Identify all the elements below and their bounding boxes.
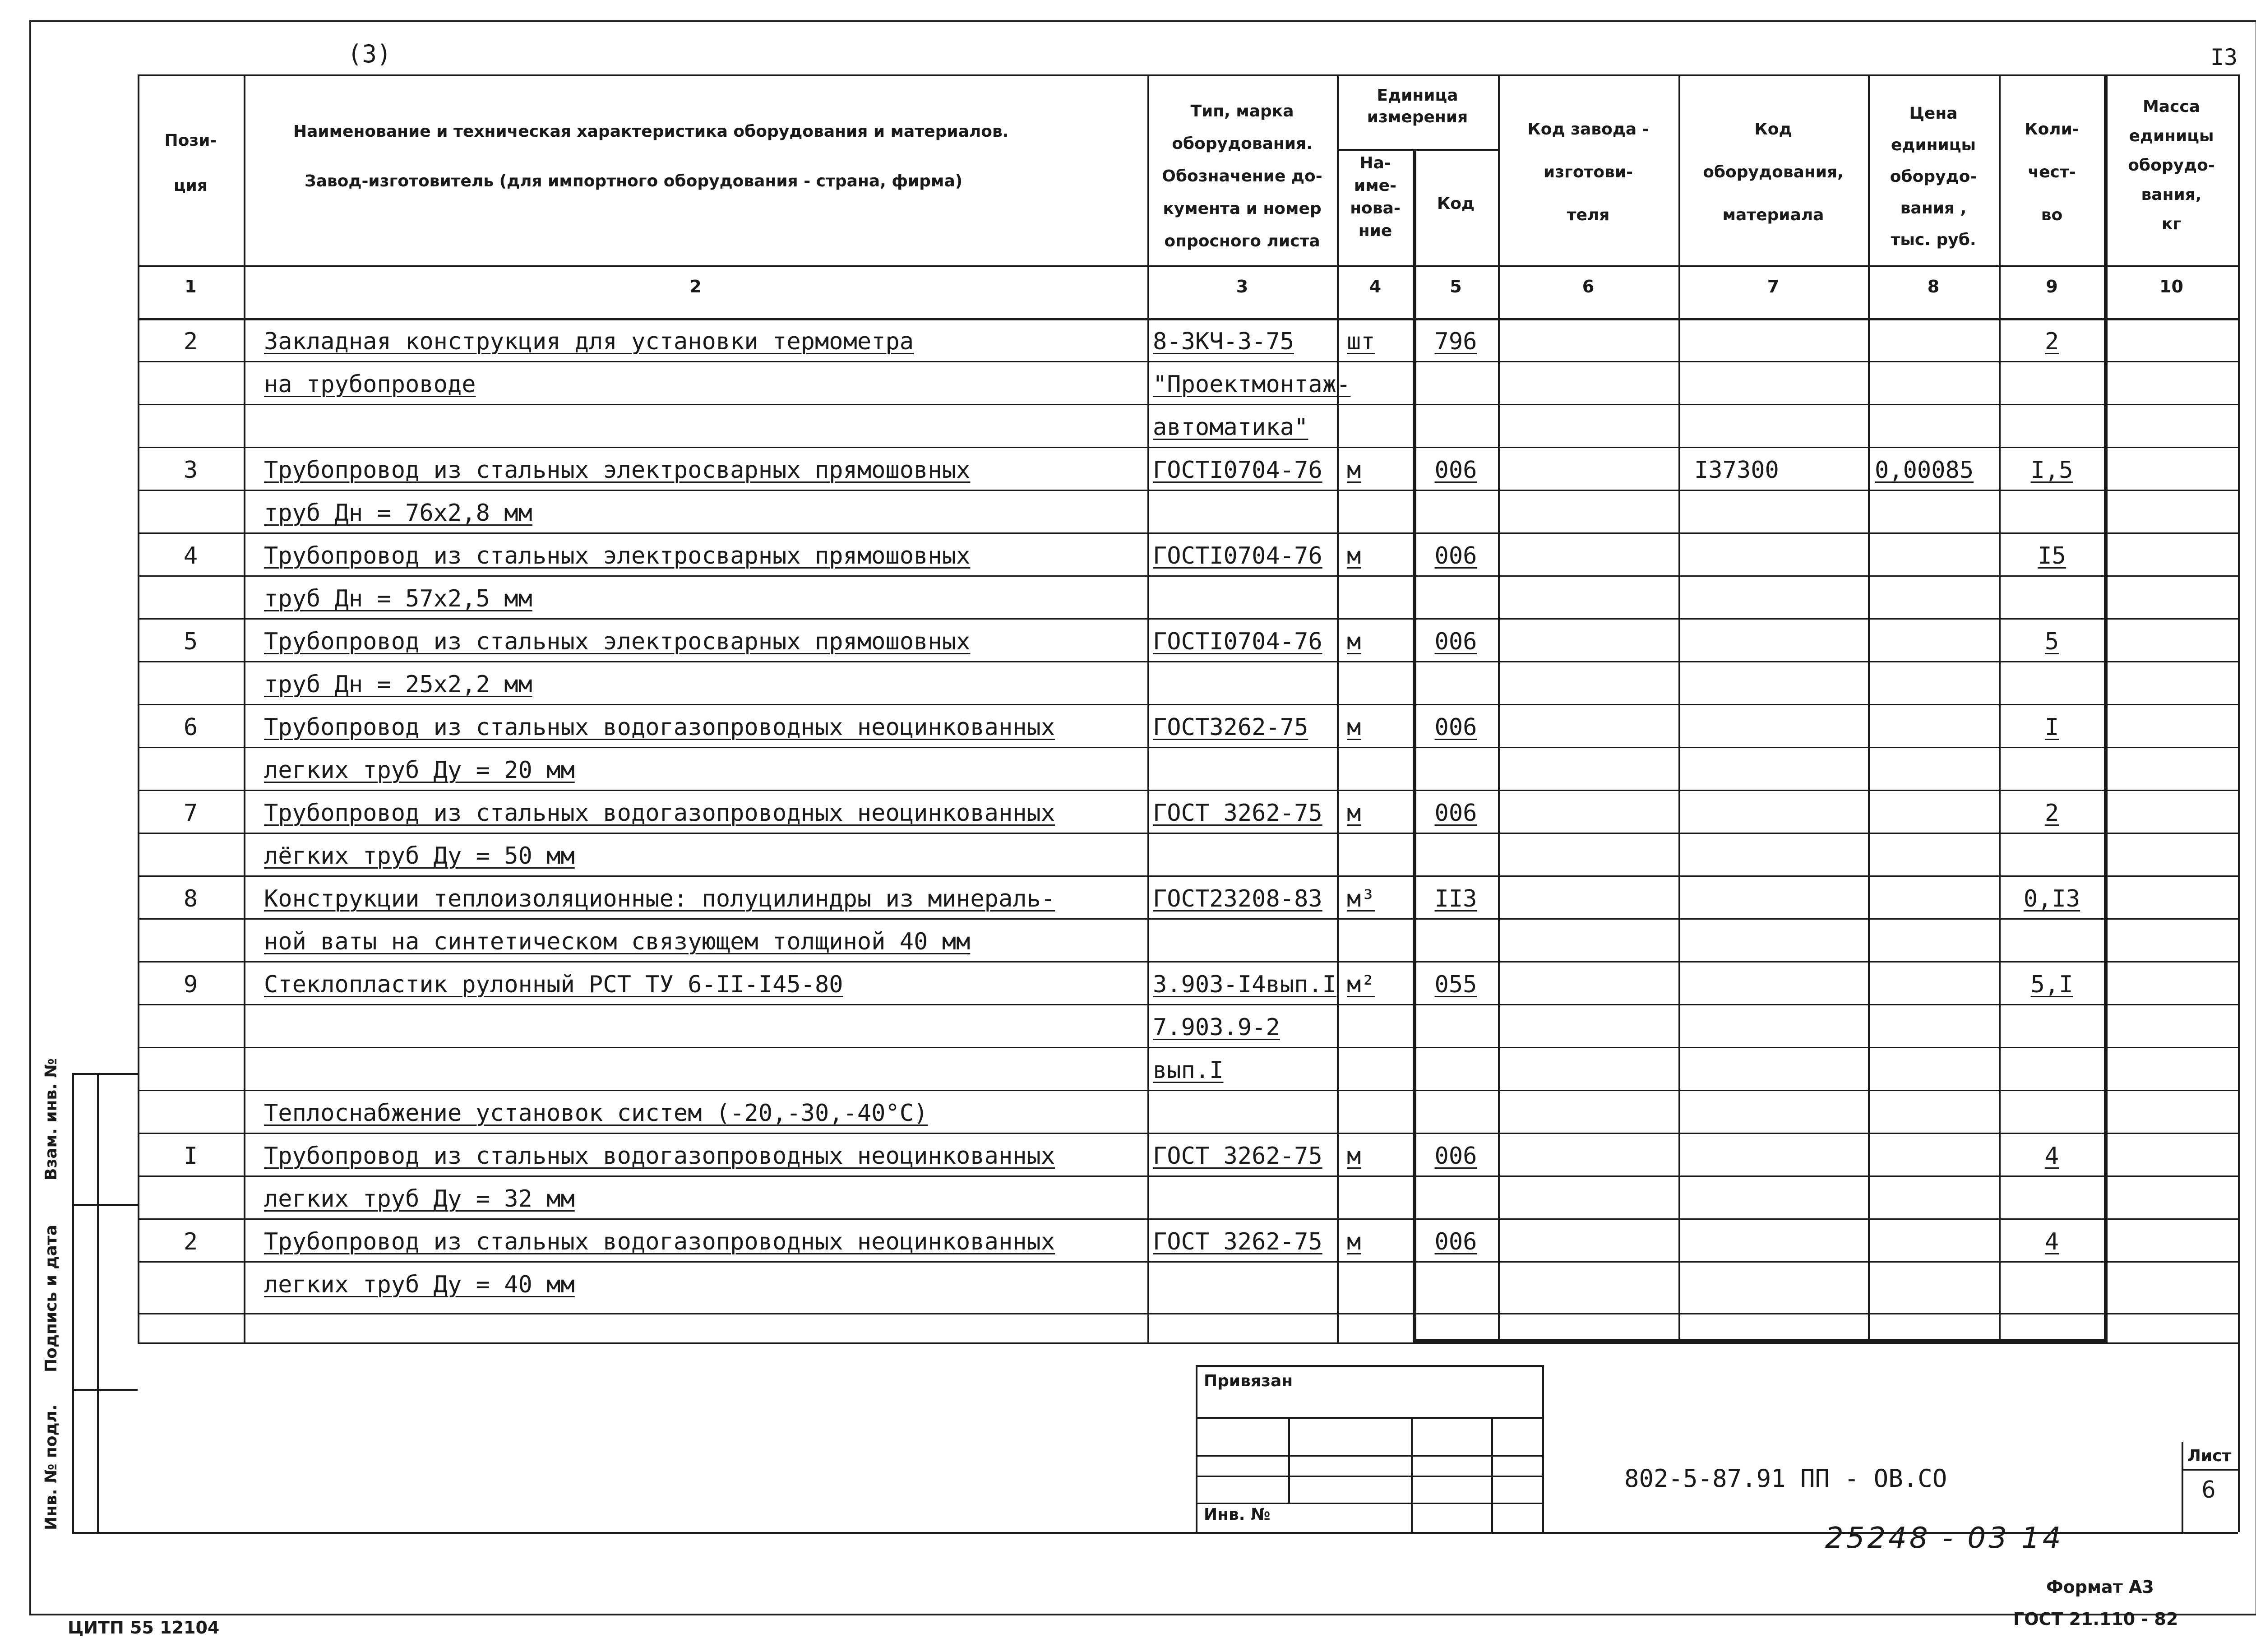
header-doc-type: кумента и номер [1163,199,1322,218]
row-quantity: 4 [2044,1143,2059,1170]
column-number: 3 [1236,277,1248,296]
printer-code: ЦИТП 55 12104 [68,1618,220,1638]
stamp-divider [72,1204,138,1206]
row-document: 3.903-I4вып.I [1153,971,1336,998]
header-quantity: Коли- [2025,120,2079,139]
row-name: на трубопроводе [264,371,476,398]
document-code: 802-5-87.91 ПП - ОВ.СО [1624,1464,1947,1493]
stamp-left [72,1073,74,1533]
column-number: 2 [689,277,702,296]
row-position: 6 [183,714,198,741]
row-line [138,1261,2238,1263]
row-name: Трубопровод из стальных электросварных прямошовных [264,542,971,569]
row-unit: м² [1347,971,1375,998]
column-number: 4 [1369,277,1382,296]
column-number: 10 [2159,277,2183,296]
sheet-box-left [2182,1442,2183,1532]
row-quantity: 4 [2044,1228,2059,1255]
bound-label: Привязан [1204,1372,1293,1390]
header-mass: Масса [2142,97,2201,116]
row-unit-code: 006 [1434,628,1477,655]
row-unit: м [1347,628,1361,655]
section-heading: Теплоснабжение установок систем (-20,-30,-40°С) [264,1100,928,1127]
header-quantity: во [2041,206,2063,224]
header-bottom-line [138,265,2238,267]
column-number-line [138,318,2238,320]
row-unit-code: 006 [1434,800,1477,827]
row-line [138,833,2238,834]
table-bottom-line [138,1342,2238,1344]
column-number: 8 [1927,277,1940,296]
header-price: единицы [1891,136,1976,154]
row-line [138,1313,2238,1314]
row-document: ГОСТ 3262-75 [1153,1143,1322,1170]
titleblock-top [1196,1365,1543,1367]
header-unit-name: ние [1358,222,1392,240]
row-document: ГОСТ 3262-75 [1153,800,1322,827]
row-name: Трубопровод из стальных водогазопроводных неоцинкованных [264,714,1055,741]
row-line [138,1218,2238,1220]
row-quantity: 5,I [2030,971,2073,998]
row-line [138,1133,2238,1134]
row-line [138,1175,2238,1177]
row-price: 0,00085 [1875,457,1974,484]
row-quantity: 2 [2044,800,2059,827]
sheet-number: 6 [2201,1476,2216,1504]
titleblock-col [1288,1417,1290,1503]
header-unit-code: Код [1437,194,1475,213]
row-name: Трубопровод из стальных водогазопроводных неоцинкованных [264,800,1055,827]
row-name: труб Дн = 76х2,8 мм [264,500,532,527]
column-divider [1678,74,1680,1342]
header-mass: кг [2161,215,2182,233]
row-quantity: I5 [2038,542,2066,569]
row-document: вып.I [1153,1057,1224,1084]
stamp-top [72,1073,138,1075]
header-equipment-code: материала [1722,206,1824,224]
row-line [138,704,2238,705]
gost-standard: ГОСТ 21.110 - 82 [2013,1609,2178,1629]
row-line [138,875,2238,877]
row-quantity: 0,I3 [2023,885,2080,912]
row-document: ГОСТI0704-76 [1153,542,1322,569]
row-line [138,532,2238,534]
row-line [138,490,2238,491]
header-name: Завод-изготовитель (для импортного оборудования - страна, фирма) [305,172,963,190]
row-unit-code: 796 [1434,328,1477,355]
header-equipment-code: оборудования, [1703,163,1844,181]
row-name: легких труб Ду = 32 мм [264,1185,575,1212]
row-line [138,661,2238,662]
header-factory-code: теля [1567,206,1610,224]
stamp-vzam-label: Взам. инв. № [42,1058,60,1180]
header-price: тыс. руб. [1891,231,1976,249]
row-line [138,447,2238,448]
header-factory-code: изготови- [1543,163,1633,181]
row-position: 4 [183,542,198,569]
row-unit: м [1347,800,1361,827]
row-line [138,618,2238,620]
titleblock-col [1491,1417,1493,1532]
header-mass: оборудо- [2128,156,2215,175]
header-mass: единицы [2129,127,2214,145]
row-quantity: 2 [2044,328,2059,355]
row-line [138,747,2238,748]
top-marker: (3) [347,40,392,68]
row-unit-code: II3 [1434,885,1477,912]
header-doc-type: Тип, марка [1190,102,1294,120]
row-name: труб Дн = 25х2,2 мм [264,671,532,698]
header-equipment-code: Код [1754,120,1792,139]
header-doc-type: опросного листа [1164,232,1320,250]
row-document: "Проектмонтаж- [1153,371,1351,398]
header-unit: измерения [1367,108,1468,126]
header-price: вания , [1900,199,1967,217]
row-unit-code: 006 [1434,1143,1477,1170]
row-name: Трубопровод из стальных электросварных прямошовных [264,457,971,484]
row-unit-code: 006 [1434,542,1477,569]
column-number: 9 [2046,277,2058,296]
stamp-inner [97,1073,99,1533]
highlight-bottom-line [1413,1339,2107,1342]
row-line [138,361,2238,362]
row-document: ГОСТ23208-83 [1153,885,1322,912]
header-position: Пози- [164,131,217,150]
column-number: 1 [185,277,197,296]
header-unit: Единица [1377,86,1458,105]
row-unit: м [1347,1228,1361,1255]
table-right-border [2238,74,2240,1532]
row-unit: м [1347,457,1361,484]
row-line [138,918,2238,920]
row-unit-code: 006 [1434,457,1477,484]
row-document: 8-ЗКЧ-3-75 [1153,328,1294,355]
row-position: 3 [183,457,198,484]
titleblock-right [1542,1365,1544,1532]
row-line [138,575,2238,577]
column-number: 7 [1767,277,1780,296]
header-unit-name: име- [1354,176,1396,195]
row-unit: м [1347,714,1361,741]
row-position: 2 [183,328,198,355]
row-name: лёгких труб Ду = 50 мм [264,842,575,870]
row-document: 7.903.9-2 [1153,1014,1280,1041]
row-quantity: I [2044,714,2059,741]
handwritten-number: 25248 - 03 14 [1825,1522,2064,1555]
sheet-box-line [2182,1469,2238,1471]
row-quantity: I,5 [2030,457,2073,484]
column-divider [1337,74,1339,1342]
row-unit: шт [1347,328,1375,355]
header-unit-name: На- [1359,154,1391,172]
row-unit: м [1347,542,1361,569]
row-name: Конструкции теплоизоляционные: полуцилиндры из минераль- [264,885,1055,912]
row-name: Трубопровод из стальных водогазопроводных неоцинкованных [264,1228,1055,1255]
row-position: 2 [183,1228,198,1255]
sheet-label: Лист [2187,1447,2232,1465]
row-line [138,790,2238,791]
row-unit: м³ [1347,885,1375,912]
header-factory-code: Код завода - [1527,120,1649,139]
row-name: Закладная конструкция для установки термометра [264,328,914,355]
row-line [138,1004,2238,1005]
header-quantity: чест- [2028,163,2076,181]
row-name: ной ваты на синтетическом связующем толщиной 40 мм [264,928,971,955]
row-name: труб Дн = 57х2,5 мм [264,585,532,612]
inv-label: Инв. № [1204,1505,1271,1524]
row-quantity: 5 [2044,628,2059,655]
row-line [138,1047,2238,1048]
row-line [138,961,2238,963]
header-doc-type: оборудования. [1172,134,1313,153]
row-unit-code: 006 [1434,1228,1477,1255]
row-equipment-code: I37300 [1694,457,1779,484]
row-document: ГОСТ 3262-75 [1153,1228,1322,1255]
stamp-divider [72,1389,138,1391]
column-number: 5 [1450,277,1462,296]
header-unit-name: нова- [1350,199,1401,217]
row-name: легких труб Ду = 40 мм [264,1271,575,1298]
header-mass: вания, [2141,185,2202,204]
row-unit-code: 006 [1434,714,1477,741]
column-number: 6 [1582,277,1595,296]
row-position: I [183,1143,198,1170]
row-line [138,1090,2238,1091]
column-divider [1868,74,1870,1342]
table-top-border [138,74,2240,76]
corner-sheet-number: I3 [2210,44,2238,70]
header-price: оборудо- [1890,167,1977,186]
unit-subheader-line [1337,149,1498,151]
titleblock-col [1411,1417,1413,1532]
row-position: 5 [183,628,198,655]
row-position: 8 [183,885,198,912]
header-doc-type: Обозначение до- [1162,167,1322,185]
row-document: ГОСТI0704-76 [1153,628,1322,655]
stamp-inv-label: Инв. № подл. [42,1404,60,1530]
row-position: 9 [183,971,198,998]
row-position: 7 [183,800,198,827]
row-document: ГОСТ3262-75 [1153,714,1308,741]
header-position: ция [173,176,208,195]
row-name: Стеклопластик рулонный РСТ ТУ 6-II-I45-80 [264,971,843,998]
row-unit-code: 055 [1434,971,1477,998]
row-line [138,404,2238,405]
row-document: ГОСТI0704-76 [1153,457,1322,484]
column-divider [244,74,245,1342]
column-divider [1147,74,1149,1342]
row-name: Трубопровод из стальных водогазопроводных неоцинкованных [264,1143,1055,1170]
row-unit: м [1347,1143,1361,1170]
row-name: Трубопровод из стальных электросварных прямошовных [264,628,971,655]
row-name: легких труб Ду = 20 мм [264,757,575,784]
stamp-signature-label: Подпись и дата [42,1225,60,1372]
row-document: автоматика" [1153,414,1308,441]
header-name: Наименование и техническая характеристика оборудования и материалов. [293,122,1009,141]
titleblock-left [1196,1365,1197,1532]
column-divider [1498,74,1500,1342]
format-label: Формат А3 [2046,1577,2154,1597]
header-price: Цена [1909,104,1958,123]
